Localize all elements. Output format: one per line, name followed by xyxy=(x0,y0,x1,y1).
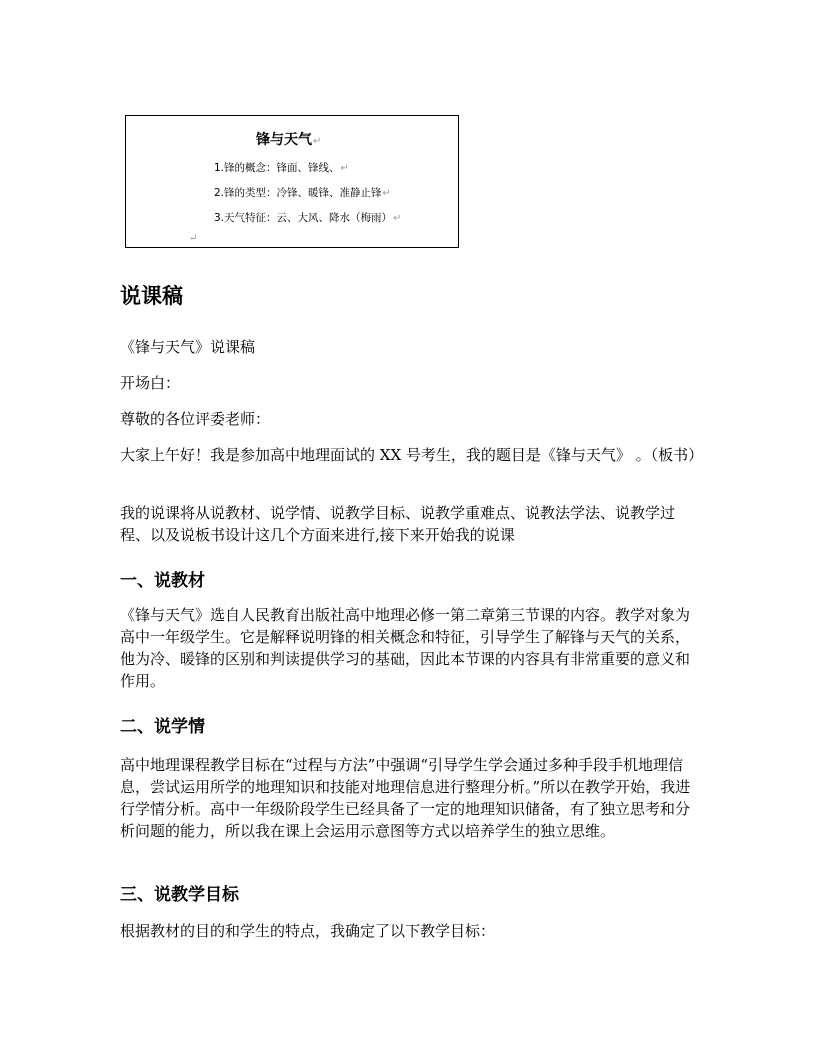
section-body-students: 高中地理课程教学目标在“过程与方法”中强调“引导学生学会通过多种手段手机地理信息，尝试运用所学的地理知识和技能对地理信息进行整理分析。”所以在教学开始，我进行学情分析。高中一年级阶段学生已经具备了一定的地理知识储备，有了独立思考和分析问题的能力，所以我在课上会运用示意图等方式以培养学生的独立思维。 xyxy=(120,756,691,840)
section-heading-students: 二、说学情 xyxy=(120,717,205,737)
blackboard-title: 锋与天气↵ xyxy=(256,132,322,148)
blackboard-design-figure xyxy=(125,115,459,248)
blackboard-item-3: 3.天气特征：云、大风、降水（梅雨）↵ xyxy=(214,212,402,224)
section-body-textbook: 《锋与天气》选自人民教育出版社高中地理必修一第二章第三节课的内容。教学对象为高中一年级学生。它是解释说明锋的相关概念和特征，引导学生了解锋与天气的关系，他为冷、暖锋的区别和判读提供学习的基础，因此本节课的内容具有非常重要的意义和作用。 xyxy=(120,606,691,690)
paragraph-mark-icon: ↵ xyxy=(189,233,198,244)
greeting: 尊敬的各位评委老师： xyxy=(120,410,271,428)
opening-label: 开场白： xyxy=(120,374,181,392)
intro-paragraph: 大家上午好！我是参加高中地理面试的 XX 号考生，我的题目是《锋与天气》 。（板书） xyxy=(120,446,704,464)
document-title: 说课稿 xyxy=(120,284,183,308)
section-heading-textbook: 一、说教材 xyxy=(120,571,205,591)
section-body-objectives: 根据教材的目的和学生的特点，我确定了以下教学目标： xyxy=(120,922,496,940)
paragraph-mark-icon: ↵ xyxy=(340,163,349,174)
paragraph-mark-icon: ↵ xyxy=(313,136,322,147)
blackboard-item-2: 2.锋的类型：冷锋、暖锋、准静止锋↵ xyxy=(214,187,391,199)
paragraph-mark-icon: ↵ xyxy=(393,213,402,224)
section-heading-objectives: 三、说教学目标 xyxy=(120,885,239,905)
paragraph-mark-icon: ↵ xyxy=(382,188,391,199)
subtitle: 《锋与天气》说课稿 xyxy=(120,338,256,356)
blackboard-item-1: 1.锋的概念：锋面、锋线、↵ xyxy=(214,162,349,174)
outline-paragraph: 我的说课将从说教材、说学情、说教学目标、说教学重难点、说教法学法、说教学过程、以及说板书设计这几个方面来进行,接下来开始我的说课 xyxy=(120,504,676,544)
